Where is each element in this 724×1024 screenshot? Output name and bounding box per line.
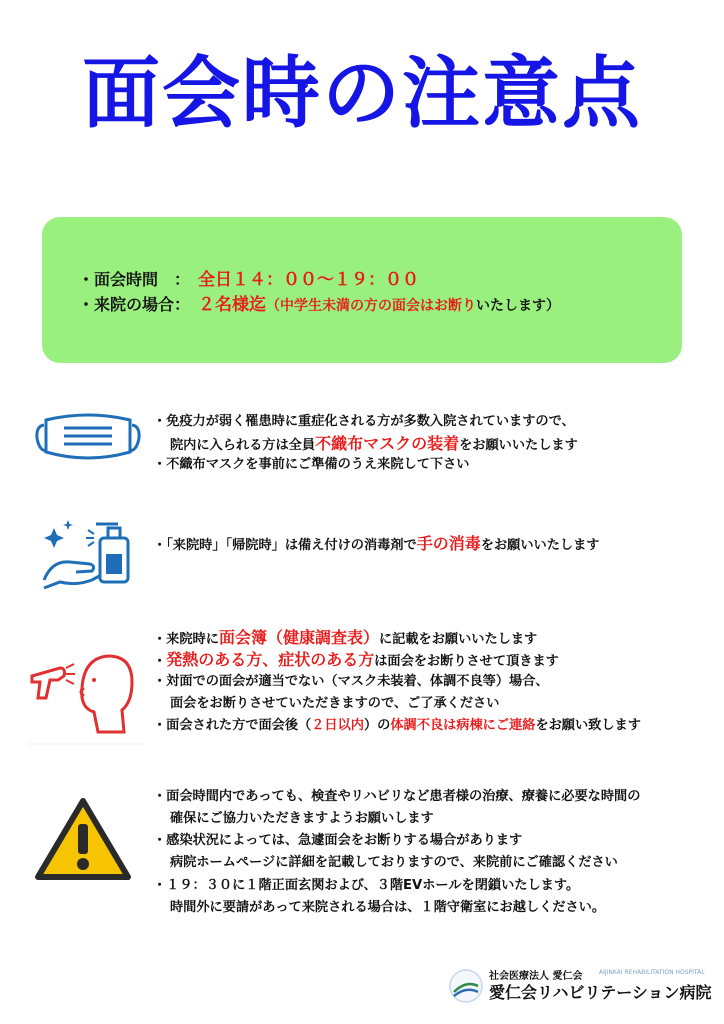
warning-line-2: 確保にご協力いただきますようお願いします	[170, 811, 434, 826]
health-line-2	[153, 652, 559, 668]
warning-line-1: ・面会時間内であっても、検査やリハビリなど患者様の治療、療養に必要な時間の	[153, 789, 641, 804]
visiting-hours	[78, 265, 419, 290]
visitor-note-open: （	[266, 298, 280, 314]
hospital-logo-icon	[448, 968, 484, 1004]
visitor-limit-label: ・来院の場合：	[78, 295, 191, 314]
hand-line-1-a: ・「来院時」「帰院時」は備え付けの消毒剤で	[153, 538, 417, 553]
health-line-2-red-2: 症状のある方	[278, 650, 375, 669]
health-line-2-b: は面会をお断りさせて頂きます	[374, 654, 559, 669]
health-line-5	[153, 719, 641, 732]
footer-hospital-name: 愛仁会リハビリテーション病院	[489, 983, 712, 1002]
page-title: 面会時の注意点	[81, 49, 642, 139]
warning-icon	[35, 798, 131, 880]
mask-icon	[34, 412, 142, 462]
health-line-1-b: に記載をお願いいたします	[378, 632, 538, 647]
warning-line-6: 時間外に要請があって来院される場合は、１階守衛室にお越しください。	[170, 900, 606, 915]
footer-english-name: AIJINKAI REHABILITATION HOSPITAL	[599, 969, 705, 976]
visitor-note-close: いたします）	[476, 298, 560, 314]
health-line-5-red-2: 体調不良は病棟にご連絡	[390, 718, 536, 733]
hand-line-1	[153, 536, 599, 552]
hand-line-1-red: 手の消毒	[416, 534, 481, 553]
health-line-1-red: 面会簿（健康調査表）	[218, 628, 379, 647]
visitor-note-red: 中学生未満の方の面会はお断り	[280, 298, 476, 314]
footer-corporation: 社会医療法人 愛仁会	[489, 971, 583, 982]
mask-line-1: ・免疫力が弱く罹患時に重症化される方が多数入院されていますので、	[153, 414, 575, 429]
warning-line-5: ・１９：３０に１階正面玄関および、３階EVホールを閉鎖いたします。	[153, 878, 580, 893]
mask-line-2	[170, 436, 578, 452]
mask-line-3: ・不織布マスクを事前にご準備のうえ来院して下さい	[153, 457, 470, 472]
health-line-5-red-1: ２日以内	[311, 718, 364, 733]
mask-line-2-b: をお願いいたします	[459, 438, 578, 453]
health-line-2-a: ・	[153, 654, 167, 669]
health-line-5-b: ）の	[364, 718, 391, 733]
thermometer-icon	[28, 636, 142, 748]
health-line-1-a: ・来院時に	[153, 632, 219, 647]
mask-line-2-a: 院内に入られる方は全員	[170, 438, 316, 453]
health-line-5-a: ・面会された方で面会後（	[153, 718, 312, 733]
health-line-3: ・対面での面会が適当でない（マスク未装着、体調不良等）場合、	[153, 674, 549, 689]
health-line-2-red-1: 発熱のある方、	[166, 650, 279, 669]
warning-line-4: 病院ホームページに詳細を記載しておりますので、来院前にご確認ください	[170, 855, 618, 870]
mask-line-2-red: 不織布マスクの装着	[315, 434, 460, 453]
visitor-limit-value: ２名様迄	[198, 295, 266, 315]
hand-line-1-b: をお願いいたします	[480, 538, 600, 553]
health-line-5-c: をお願い致します	[535, 718, 641, 733]
visitor-limit	[78, 290, 560, 315]
health-line-4: 面会をお断りさせていただきますので、ご了承ください	[170, 696, 500, 711]
visiting-hours-label: ・面会時間 ：	[78, 270, 191, 289]
visiting-hours-value: 全日１４：００〜１９：００	[198, 270, 419, 290]
health-line-1	[153, 630, 537, 646]
warning-line-3: ・感染状況によっては、急遽面会をお断りする場合があります	[153, 833, 523, 848]
hand-sanitizer-icon	[42, 518, 132, 592]
